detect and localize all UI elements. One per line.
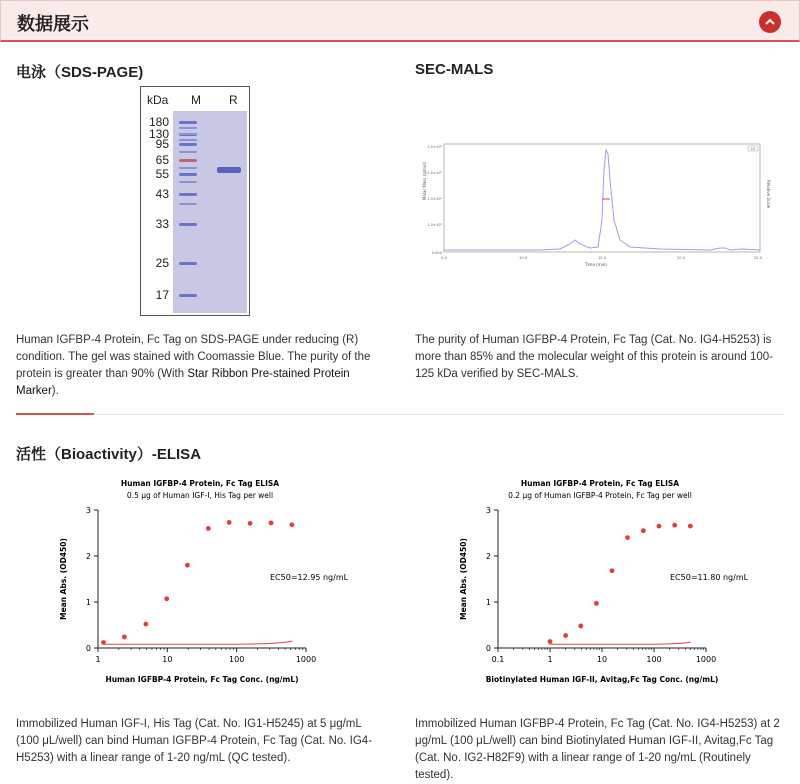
y-tick-label: 1 (485, 598, 491, 607)
elisa-chart-2 (450, 474, 750, 690)
data-point (143, 622, 148, 627)
mw-label: 65 (155, 153, 169, 167)
data-point (625, 535, 630, 540)
mals-ytick: 1.0×10⁴ (427, 197, 442, 201)
fit-curve (103, 641, 293, 644)
mals-title: SEC-MALS (415, 61, 494, 78)
y-tick-label: 0 (85, 644, 91, 653)
marker-band (179, 139, 197, 141)
x-tick-label: 1000 (295, 655, 317, 664)
data-point (185, 563, 190, 568)
fit-curve (550, 642, 691, 644)
x-tick-label: 10 (596, 655, 608, 664)
section-header (0, 0, 800, 42)
data-point (101, 640, 106, 645)
ec50-annotation: EC50=11.80 ng/mL (670, 573, 749, 582)
marker-band (179, 203, 197, 205)
collapse-button[interactable] (759, 11, 781, 33)
marker-band (179, 193, 197, 196)
x-tick-label: 100 (646, 655, 662, 664)
elisa-subtitle: 0.5 μg of Human IGF-I, His Tag per well (126, 491, 274, 500)
elisa-ylabel: Mean Abs. (OD450) (459, 538, 468, 620)
mw-label: 25 (155, 256, 169, 270)
marker-link[interactable]: Star Ribbon Pre-stained Protein Marker (16, 368, 350, 397)
section-divider (16, 414, 784, 415)
y-tick-label: 2 (485, 552, 491, 561)
data-point (657, 524, 662, 529)
sds-description (16, 332, 376, 400)
marker-band (179, 167, 197, 169)
marker-band (179, 143, 197, 146)
elisa-xlabel: Biotinylated Human IGF-II, Avitag,Fc Tag Conc. (ng/mL) (485, 675, 719, 684)
kda-label: kDa (147, 93, 169, 107)
ec50-annotation: EC50=12.95 ng/mL (270, 573, 349, 582)
sds-title: 电泳（SDS-PAGE) (16, 64, 144, 81)
mals-ytick: 1.0×10⁵ (427, 171, 442, 175)
mals-xtick: 20.0 (676, 256, 686, 260)
elisa1-description: Immobilized Human IGF-I, His Tag (Cat. No. IG1-H5245) at 5 μg/mL (100 μL/well) can bind Human IGFBP-4 Protein, Fc Tag (Cat. No. IG4-H5253) with a linear range of 1-20 ng/mL (QC tested). (16, 718, 373, 764)
mw-label: 180 (148, 115, 169, 129)
sds-desc-end: ). (51, 385, 59, 397)
mw-label: 55 (155, 167, 169, 181)
marker-band (179, 294, 197, 297)
mals-plot-frame (444, 144, 760, 252)
mals-ytick: 1.0×10³ (427, 223, 442, 227)
x-tick-label: 1000 (695, 655, 717, 664)
lane-m-label: M (191, 93, 201, 107)
data-point (578, 624, 583, 629)
elisa-xlabel: Human IGFBP-4 Protein, Fc Tag Conc. (ng/mL) (105, 675, 299, 684)
y-tick-label: 1 (85, 598, 91, 607)
marker-band (179, 181, 197, 183)
elisa-subtitle: 0.2 μg of Human IGFBP-4 Protein, Fc Tag per well (508, 491, 692, 500)
mw-label: 43 (155, 187, 169, 201)
mw-label: 130 (148, 127, 169, 141)
bio-title: 活性（Bioactivity）-ELISA (16, 446, 202, 463)
sample-band (217, 167, 241, 173)
x-tick-label: 1 (95, 655, 101, 664)
x-tick-label: 0.1 (491, 655, 505, 664)
mals-xlabel: Time (min) (585, 262, 607, 267)
marker-band (179, 173, 197, 176)
y-tick-label: 0 (485, 644, 491, 653)
x-tick-label: 10 (162, 655, 173, 664)
data-point (269, 520, 274, 525)
data-point (672, 523, 677, 528)
data-point (248, 521, 253, 526)
data-point (122, 635, 127, 640)
gel-lanes (173, 111, 247, 313)
data-point (641, 528, 646, 533)
data-point (688, 524, 693, 529)
data-point (563, 633, 568, 638)
mw-label: 17 (155, 288, 169, 302)
marker-band (179, 262, 197, 265)
section-title: 数据展示 (17, 14, 89, 34)
mals-ytick: 1.0×10⁶ (427, 145, 442, 149)
mw-label: 95 (155, 137, 169, 151)
elisa-chart-1 (50, 474, 350, 690)
mals-xtick: 15.0 (597, 256, 607, 260)
sds-gel-image (140, 86, 250, 316)
y-tick-label: 3 (85, 506, 91, 515)
mals-xtick: 10.0 (518, 256, 528, 260)
chevron-up-icon (763, 15, 777, 29)
mals-xtick: 0.0 (441, 256, 447, 260)
mals-xtick: 25.0 (753, 256, 763, 260)
sec-mals-chart (420, 140, 770, 268)
marker-band (179, 133, 197, 135)
y-tick-label: 3 (485, 506, 491, 515)
data-point (164, 596, 169, 601)
marker-band (179, 121, 197, 124)
mals-ytick: 0.000 (431, 251, 442, 255)
marker-band (179, 159, 197, 162)
mals-legend-text: LS (750, 147, 756, 151)
sds-desc-text: Human IGFBP-4 Protein, Fc Tag on SDS-PAGE under reducing (R) condition. The gel was stained with Coomassie Blue. The purity of the protein is greater than 90% (With (16, 334, 371, 380)
lane-r-label: R (229, 93, 238, 107)
marker-band (179, 151, 197, 153)
marker-band (179, 127, 197, 129)
data-point (289, 522, 294, 527)
elisa2-description: Immobilized Human IGFBP-4 Protein, Fc Tag (Cat. No. IG4-H5253) at 2 μg/mL (100 μL/well) can bind Biotinylated Human IGF-II, Avitag,Fc Tag (Cat. No. IG2-H82F9) with a linear range of 1-20 ng/mL (Routinely tested). (415, 718, 780, 781)
marker-band (179, 223, 197, 226)
elisa-ylabel: Mean Abs. (OD450) (59, 538, 68, 620)
data-point (227, 520, 232, 525)
mals-ylabel-right: Relative Scale (766, 180, 771, 209)
y-tick-label: 2 (85, 552, 91, 561)
data-point (548, 639, 553, 644)
x-tick-label: 1 (547, 655, 553, 664)
mals-ylabel: Molar Mass (g/mol) (422, 161, 427, 200)
mals-description: The purity of Human IGFBP-4 Protein, Fc Tag (Cat. No. IG4-H5253) is more than 85% and the molecular weight of this protein is around 100-125 kDa verified by SEC-MALS. (415, 334, 773, 380)
elisa-title: Human IGFBP-4 Protein, Fc Tag ELISA (520, 479, 680, 488)
elisa-title: Human IGFBP-4 Protein, Fc Tag ELISA (120, 479, 280, 488)
mw-label: 33 (155, 217, 169, 231)
data-point (610, 568, 615, 573)
data-point (206, 526, 211, 531)
divider-accent (16, 413, 94, 415)
data-point (594, 601, 599, 606)
x-tick-label: 100 (229, 655, 245, 664)
